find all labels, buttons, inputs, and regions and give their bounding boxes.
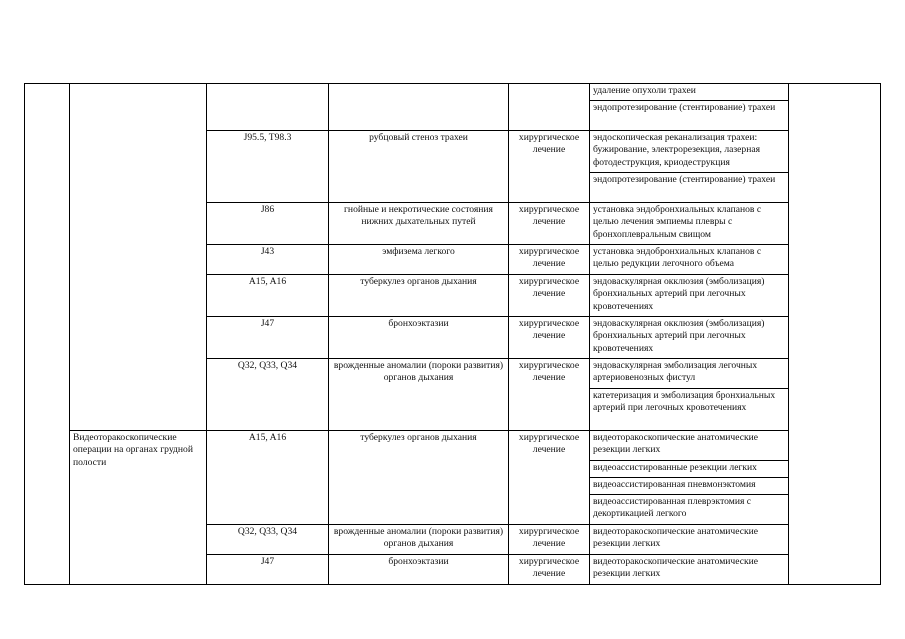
code-cell: J47	[207, 317, 329, 359]
condition-cell: туберкулез органов дыхания	[329, 275, 509, 317]
treatment-cell: хирургическое лечение	[509, 245, 590, 275]
method-cell: эндопротезирование (стентирование) трахеи	[590, 173, 789, 203]
method-cell: видеоторакоскопические анатомические резекции легких	[590, 431, 789, 461]
treatment-cell	[509, 84, 590, 131]
code-cell: J95.5, T98.3	[207, 131, 329, 203]
condition-cell: врожденные аномалии (пороки развития) органов дыхания	[329, 359, 509, 431]
method-cell: эндоваскулярная эмболизация легочных артериовенозных фистул	[590, 359, 789, 389]
condition-cell: эмфизема легкого	[329, 245, 509, 275]
extra-cell	[789, 84, 881, 585]
treatment-cell: хирургическое лечение	[509, 317, 590, 359]
condition-cell: туберкулез органов дыхания	[329, 431, 509, 525]
method-cell: удаление опухоли трахеи	[590, 84, 789, 101]
method-cell: эндоскопическая реканализация трахеи: бужирование, электрорезекция, лазерная фотодеструкция, криодеструкция	[590, 131, 789, 173]
method-cell: видеоассистированная плеврэктомия с декортикацией легкого	[590, 495, 789, 525]
code-cell: Q32, Q33, Q34	[207, 359, 329, 431]
method-cell: эндоваскулярная окклюзия (эмболизация) бронхиальных артерий при легочных кровотечениях	[590, 317, 789, 359]
method-cell: видеоассистированные резекции легких	[590, 461, 789, 478]
condition-cell: врожденные аномалии (пороки развития) органов дыхания	[329, 525, 509, 555]
code-cell: A15, A16	[207, 275, 329, 317]
method-cell: видеоторакоскопические анатомические резекции легких	[590, 525, 789, 555]
treatment-cell: хирургическое лечение	[509, 275, 590, 317]
code-cell: J43	[207, 245, 329, 275]
treatment-cell: хирургическое лечение	[509, 555, 590, 585]
group-cell: Видеоторакоскопические операции на органах грудной полости	[70, 431, 207, 585]
method-cell: видеоассистированная пневмонэктомия	[590, 478, 789, 495]
code-cell	[207, 84, 329, 131]
group-cell	[70, 84, 207, 431]
treatment-cell: хирургическое лечение	[509, 131, 590, 203]
method-cell: эндопротезирование (стентирование) трахеи	[590, 101, 789, 131]
method-cell: эндоваскулярная окклюзия (эмболизация) бронхиальных артерий при легочных кровотечениях	[590, 275, 789, 317]
medical-procedures-table	[24, 83, 881, 585]
condition-cell: гнойные и некротические состояния нижних дыхательных путей	[329, 203, 509, 245]
table-row	[25, 431, 881, 461]
table-row	[25, 84, 881, 101]
number-cell	[25, 84, 70, 585]
treatment-cell: хирургическое лечение	[509, 203, 590, 245]
code-cell: J86	[207, 203, 329, 245]
condition-cell	[329, 84, 509, 131]
method-cell: установка эндобронхиальных клапанов с целью редукции легочного объема	[590, 245, 789, 275]
condition-cell: рубцовый стеноз трахеи	[329, 131, 509, 203]
method-cell: катетеризация и эмболизация бронхиальных артерий при легочных кровотечениях	[590, 389, 789, 431]
method-cell: установка эндобронхиальных клапанов с целью лечения эмпиемы плевры с бронхоплевральным свищом	[590, 203, 789, 245]
code-cell: Q32, Q33, Q34	[207, 525, 329, 555]
condition-cell: бронхоэктазии	[329, 317, 509, 359]
treatment-cell: хирургическое лечение	[509, 525, 590, 555]
code-cell: J47	[207, 555, 329, 585]
condition-cell: бронхоэктазии	[329, 555, 509, 585]
method-cell: видеоторакоскопические анатомические резекции легких	[590, 555, 789, 585]
treatment-cell: хирургическое лечение	[509, 431, 590, 525]
treatment-cell: хирургическое лечение	[509, 359, 590, 431]
code-cell: A15, A16	[207, 431, 329, 525]
